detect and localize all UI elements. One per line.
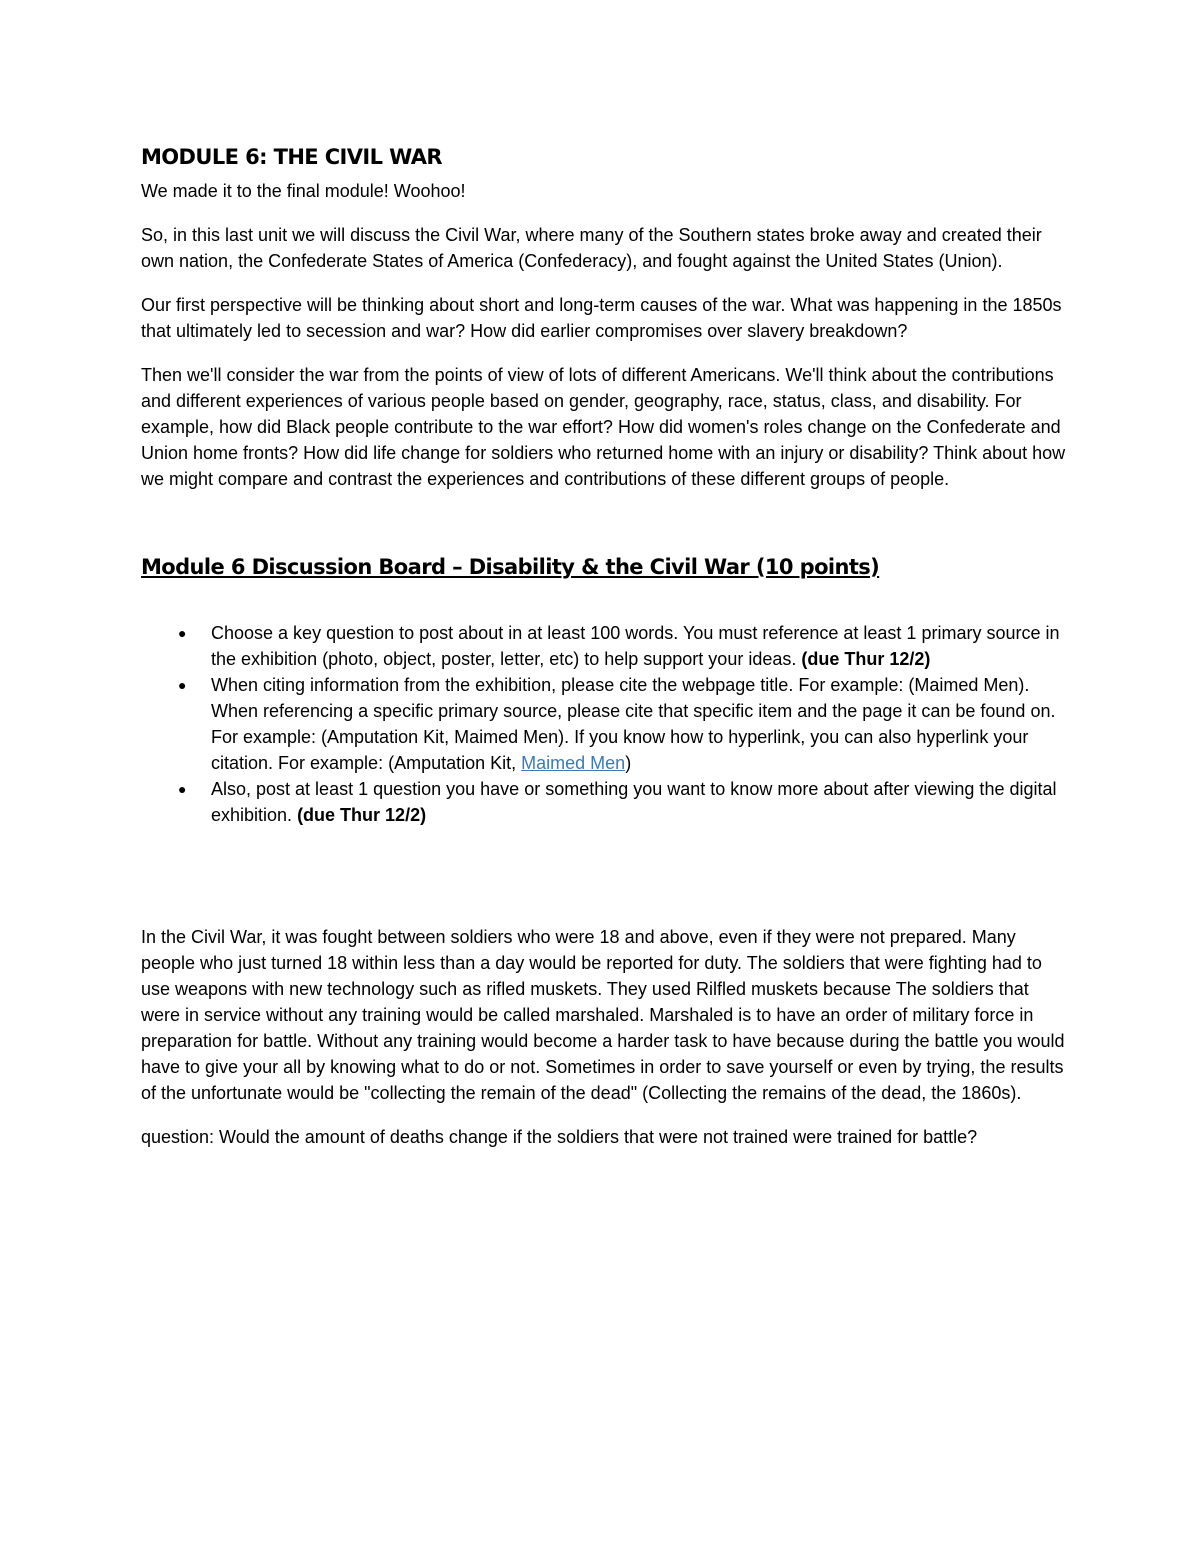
maimed-men-link[interactable]: Maimed Men: [521, 753, 626, 773]
bullet-icon: ●: [178, 781, 187, 797]
discussion-heading: Module 6 Discussion Board – Disability & the Civil War (10 points): [141, 555, 880, 579]
bullet-text: Choose a key question to post about in at least 100 words. You must reference at least 1 primary source in the exhibition (photo, object, poster, letter, etc) to help support your ideas.: [211, 623, 1060, 669]
paragraph-perspectives: Then we'll consider the war from the points of view of lots of different Americans. We'll think about the contributions and different experiences of various people based on gender, geography, race, status, class, and disability. For example, how did Black people contribute to the war effort? How did women's roles change on the Confederate and Union home fronts? How did life change for soldiers who returned home with an injury or disability? Think about how we might compare and contrast the experiences and contributions of these different groups of people.: [141, 365, 1066, 489]
student-response: In the Civil War, it was fought between soldiers who were 18 and above, even if they were not prepared. Many people who just turned 18 within less than a day would be reported for duty. The soldiers that were fighting had to use weapons with new technology such as rifled muskets. They used Rilfled muskets because The soldiers that were in service without any training would be called marshaled. Marshaled is to have an order of military force in preparation for battle. Without any training would become a harder task to have because during the battle you would have to give your all by knowing what to do or not. Sometimes in order to save yourself or even by trying, the results of the unfortunate would be "collecting the remain of the dead" (Collecting the remains of the dead, the 1860s).: [141, 927, 1065, 1103]
document-page: [141, 142, 1066, 1168]
list-item: [178, 620, 1066, 672]
list-item: [178, 776, 1066, 828]
paragraph-causes: Our first perspective will be thinking about short and long-term causes of the war. What was happening in the 1850s that ultimately led to secession and war? How did earlier compromises over slavery breakdown?: [141, 295, 1062, 341]
module-title: MODULE 6: THE CIVIL WAR: [141, 145, 442, 169]
instructions-list: [141, 620, 1066, 828]
bullet-icon: ●: [178, 625, 187, 641]
paragraph-civil-war-overview: So, in this last unit we will discuss the Civil War, where many of the Southern states broke away and created their own nation, the Confederate States of America (Confederacy), and fought against the United States (Union).: [141, 225, 1042, 271]
bullet-text: When citing information from the exhibition, please cite the webpage title. For example: (Maimed Men). When referencing a specific primary source, please cite that specific item and the page it can be found on. For example: (Amputation Kit, Maimed Men). If you know how to hyperlink, you can also hyperlink your citation. For example: (Amputation Kit,: [211, 675, 1056, 773]
intro-text: We made it to the final module! Woohoo!: [141, 181, 466, 201]
list-item: [178, 672, 1066, 776]
due-date: (due Thur 12/2): [297, 805, 427, 825]
bullet-text-end: ): [625, 753, 632, 773]
student-question: question: Would the amount of deaths change if the soldiers that were not trained were trained for battle?: [141, 1127, 978, 1147]
bullet-text: Also, post at least 1 question you have or something you want to know more about after viewing the digital exhibition.: [211, 779, 1057, 825]
bullet-icon: ●: [178, 677, 187, 693]
due-date: (due Thur 12/2): [801, 649, 931, 669]
